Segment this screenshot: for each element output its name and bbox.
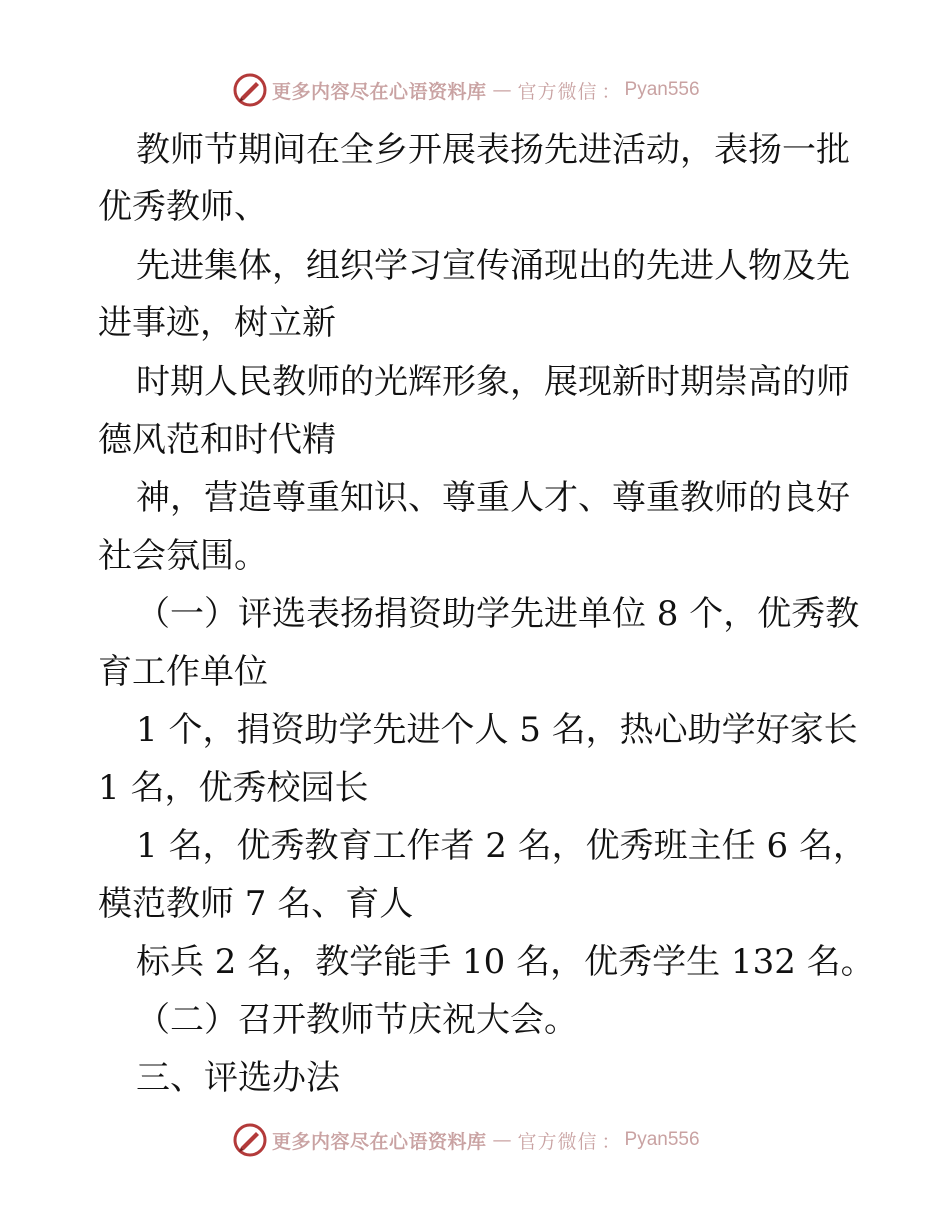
banner-wechat-id: Pyan556 — [624, 1129, 700, 1150]
footer-banner — [232, 1120, 700, 1160]
banner-wechat-label: 官方微信 — [517, 80, 598, 103]
body-line: 育工作单位 — [98, 652, 268, 692]
banner-wechat-label: 官方微信 — [517, 1130, 598, 1153]
body-line: 进事迹，树立新 — [98, 303, 336, 343]
body-line: 德风范和时代精 — [98, 420, 336, 460]
banner-separator: ： — [601, 1130, 621, 1153]
body-line: 1 名，优秀校园长 — [98, 768, 369, 808]
header-banner — [232, 70, 700, 110]
body-line: 先进集体，组织学习宣传涌现出的先进人物及先 — [136, 246, 850, 286]
banner-brand-text: 更多内容尽在心语资料库 — [272, 1130, 487, 1153]
body-line: （二）召开教师节庆祝大会。 — [136, 1000, 578, 1040]
body-line: 教师节期间在全乡开展表扬先进活动，表扬一批 — [136, 130, 850, 170]
body-line: 标兵 2 名，教学能手 10 名，优秀学生 132 名。 — [136, 942, 875, 982]
body-line: 模范教师 7 名、育人 — [98, 884, 414, 924]
body-line: 1 个，捐资助学先进个人 5 名，热心助学好家长 — [136, 710, 858, 750]
banner-wechat-id: Pyan556 — [624, 79, 700, 100]
banner-dash: — — [492, 79, 512, 101]
body-line: 三、评选办法 — [136, 1058, 340, 1098]
body-line: 优秀教师、 — [98, 187, 268, 227]
body-line: 神，营造尊重知识、尊重人才、尊重教师的良好 — [136, 478, 850, 518]
banner-brand-text: 更多内容尽在心语资料库 — [272, 80, 487, 103]
pen-logo-icon — [232, 72, 268, 108]
banner-separator: ： — [601, 80, 621, 103]
body-line: （一）评选表扬捐资助学先进单位 8 个，优秀教 — [136, 594, 860, 634]
body-line: 时期人民教师的光辉形象，展现新时期崇高的师 — [136, 362, 850, 402]
pen-logo-icon — [232, 1122, 268, 1158]
body-line: 社会氛围。 — [98, 536, 268, 576]
body-line: 1 名，优秀教育工作者 2 名，优秀班主任 6 名， — [136, 826, 867, 866]
banner-dash: — — [492, 1129, 512, 1151]
